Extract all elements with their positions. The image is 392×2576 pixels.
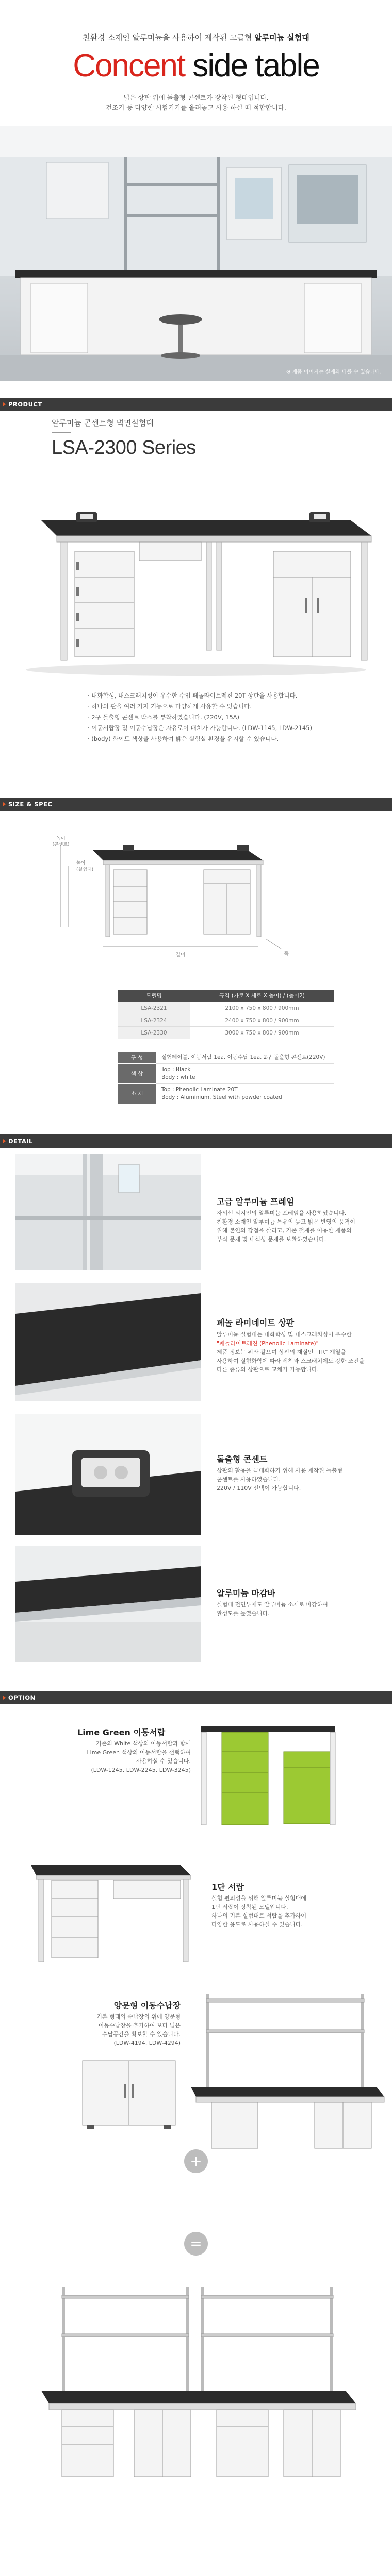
shelf-bench-illustration [186,1984,387,2154]
hero-tagline [0,32,392,43]
dim-length-label: 길이 [175,952,186,958]
detail-title: 페놀 라미네이트 상판 [217,1318,295,1328]
product-model-name: LSA-2300 Series [52,437,196,459]
lime-drawer-illustration [201,1716,377,1834]
detail-title: 알루미늄 마감바 [217,1588,275,1598]
dim-depth-label: 폭 [284,951,289,957]
detail-photo-outlet [15,1414,201,1535]
option-line: 실험 편의성을 위해 알루미늄 실험대에 [211,1895,307,1902]
section-bar-detail [0,1134,392,1148]
spec-model-cell: LSA-2324 [118,1014,190,1027]
detail-title: 고급 알루미늄 프레임 [217,1197,295,1207]
option-title: Lime Green 이동서랍 [77,1727,166,1737]
title-divider [52,432,71,433]
product-desc-line: · (body) 화이트 색상을 사용하여 밝은 실험실 환경을 유지할 수 있습니다. [88,735,279,742]
lab-room-photo [0,126,392,381]
plus-icon [183,2148,209,2174]
section-bar-product [0,398,392,411]
dimension-drawing [0,824,392,974]
equals-symbol: = [190,2235,202,2252]
color-label: 색 상 [118,1063,156,1083]
dim-height-sub2: (실험대) [76,867,94,872]
detail-description [217,1330,382,1374]
spec-table [118,989,334,1039]
table-row [118,1014,334,1027]
option-line: 1단 서랍이 장착된 모델입니다. [211,1904,288,1910]
detail-photo-laminate [15,1283,201,1401]
color-line: Body : white [161,1074,195,1080]
product-desc-line: · 내화학성, 내스크래치성이 우수한 수입 페놀라이트레진 20T 상판을 사용합니다. [88,692,298,699]
product-subtitle: 알루미늄 콘센트형 벽면실험대 [52,418,154,428]
product-desc-line: · 하나의 판을 여러 가지 기능으로 다양하게 사용할 수 있습니다. [88,703,252,710]
material-label: 소 재 [118,1083,156,1104]
single-drawer-illustration [21,1850,196,1968]
table-row [118,1027,334,1039]
equals-icon [183,2231,209,2257]
product-description [88,690,356,744]
product-bench-illustration [0,474,392,680]
composition-label: 구 성 [118,1052,156,1064]
detail-description [217,1600,382,1618]
dim-height-label: 높이 [56,836,66,841]
option-line: 사용하실 수 있습니다. [136,1758,191,1765]
hero-title [0,47,392,84]
detail-line: 제품 정보는 위와 같으며 상판의 재질인 "TR" 계열을 [217,1349,346,1355]
hero-title-rest: side table [192,48,319,83]
section-label: OPTION [8,1694,36,1701]
spec-info-table [118,1051,334,1104]
detail-line: 위해 본연의 강점을 살리고, 기존 철재를 이용한 제품의 [217,1227,352,1234]
option-line: (LDW-4194, LDW-4294) [113,2040,181,2046]
option-line: Lime Green 색상의 이동서랍을 선택하여 [87,1749,191,1756]
spec-model-cell: LSA-2330 [118,1027,190,1039]
detail-line: 사용하여 실험화학에 따라 세척과 스크래치에도 강한 조건을 [217,1358,365,1364]
option-line: 다양한 용도로 사용하실 수 있습니다. [211,1921,303,1928]
combined-bench-illustration [31,2277,361,2494]
dim-height-sub: (콘센트) [52,842,70,848]
detail-line: 상판의 활용을 극대화하기 위해 사용 제작된 돌출형 [217,1467,343,1474]
hero-desc-line: 넓은 상판 위에 돌출형 콘센트가 장착된 형태입니다. [123,94,269,101]
detail-line: 자외선 티지인의 알루미늄 프레임을 사용하였습니다. [217,1210,347,1216]
option-line: 기본 형태의 수납장의 위에 양문형 [96,2013,181,2020]
detail-description [217,1209,382,1244]
hero-tagline-text: 친환경 소재인 알루미늄을 사용하여 제작된 고급형 [83,33,252,42]
spec-header-model: 모델명 [118,990,190,1002]
section-label: PRODUCT [8,401,42,408]
detail-title: 돌출형 콘센트 [217,1454,268,1464]
detail-photo-finish-bar [15,1546,201,1662]
option-line: (LDW-1245, LDW-2245, LDW-3245) [91,1767,191,1773]
lab-room-illustration [0,126,392,381]
hero-section [0,0,392,392]
photo-caption: ※ 제품 이미지는 실제와 다를 수 있습니다. [286,369,382,375]
section-label: DETAIL [8,1138,33,1145]
hero-tagline-bold: 알루미늄 실험대 [254,33,309,42]
material-line: Body : Aluminium, Steel with powder coated [161,1094,282,1100]
option-line: 기존의 White 색상의 이동서랍과 함께 [95,1740,191,1747]
option-line: 수납공간을 확보할 수 있습니다. [102,2031,181,2038]
composition-value: 실험테이블, 이동서랍 1ea, 이동수납 1ea, 2구 돌출형 콘센트(220V) [156,1052,335,1064]
option-line: 이동수납장을 추가하여 보다 넓은 [98,2022,181,2029]
spec-model-cell: LSA-2321 [118,1002,190,1014]
option-title: 1단 서랍 [211,1882,244,1892]
spec-size-cell: 2400 x 750 x 800 / 900mm [190,1014,334,1027]
table-row [118,1083,335,1104]
option-line: 하나의 기본 실험대로 서랍을 추가하여 [211,1912,307,1919]
option-description [77,1739,191,1774]
detail-photo-frame [15,1154,201,1270]
detail-line: 친환경 소재인 알루미늄 특유의 높고 밝은 반영의 품격이 [217,1218,355,1225]
detail-line: 알루미늄 실험대는 내화학성 및 내스크래치성이 우수한 [217,1331,352,1338]
table-row [118,1052,335,1064]
table-row [118,1002,334,1014]
hero-title-red: Concent [73,48,185,83]
material-value [156,1083,335,1104]
spec-header-size: 규격 (가로 X 세로 X 높이) / (높이2) [190,990,334,1002]
detail-line: 다른 종류의 상판으로 교체가 가능합니다. [217,1366,319,1373]
product-desc-line: · 2구 돌출형 콘센트 박스를 부착하였습니다. (220V, 15A) [88,714,240,721]
hero-description [0,93,392,112]
detail-line: 실험대 전면부에도 알루미늄 소재로 마감하여 [217,1601,328,1608]
option-description [57,2012,181,2047]
spec-size-cell: 3000 x 750 x 800 / 900mm [190,1027,334,1039]
option-title: 양문형 이동수납장 [113,2001,181,2010]
plus-symbol: + [190,2153,202,2170]
detail-line: 220V / 110V 선택이 가능합니다. [217,1485,301,1492]
section-bar-size-spec [0,798,392,811]
section-bar-option [0,1691,392,1704]
double-door-cabinet-illustration [77,2056,181,2133]
detail-line: 부식 문제 및 내식성 문제를 보완하였습니다. [217,1236,326,1243]
hero-desc-line: 건조기 등 다양한 시험기기를 올려놓고 사용 하실 때 적합합니다. [106,104,286,111]
detail-highlight: "페놀라이트레진 (Phenolic Laminate)" [217,1340,319,1347]
option-description [211,1894,377,1929]
detail-line: 콘센트를 사용하였습니다. [217,1476,281,1483]
detail-line: 완성도를 높였습니다. [217,1610,270,1617]
detail-description [217,1466,382,1493]
product-desc-line: · 이동서랍장 및 이동수납장은 자유로이 배치가 가능합니다. (LDW-1145, LDW-2145) [88,724,312,732]
table-row [118,1063,335,1083]
material-line: Top : Phenolic Laminate 20T [161,1086,238,1093]
section-label: SIZE & SPEC [8,801,53,808]
color-line: Top : Black [161,1066,191,1073]
dim-height-label2: 높이 [76,861,86,866]
color-value [156,1063,335,1083]
spec-size-cell: 2100 x 750 x 800 / 900mm [190,1002,334,1014]
